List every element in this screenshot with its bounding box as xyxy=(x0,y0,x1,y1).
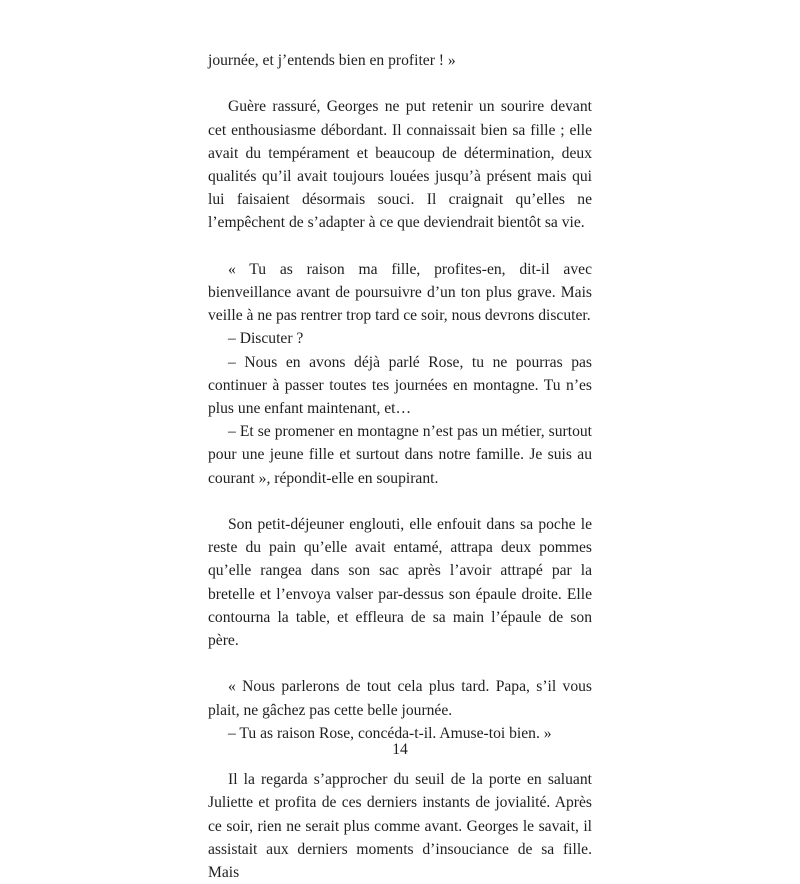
dialogue-line: – Et se promener en montagne n’est pas un métier, surtout pour une jeune fille et surtout dans notre famille. Je suis au courant », répondit-elle en soupirant. xyxy=(208,423,592,487)
dialogue-line: – Nous en avons déjà parlé Rose, tu ne pourras pas continuer à passer toutes tes journées en montagne. Tu n’es plus une enfant maintenant, et… xyxy=(208,353,592,418)
page-number: 14 xyxy=(392,741,408,758)
dialogue-line: – Tu as raison Rose, concéda-t-il. Amuse-toi bien. » xyxy=(228,724,552,742)
paragraph-gap xyxy=(208,490,592,513)
dialogue-line: – Discuter ? xyxy=(228,330,304,348)
paragraph: Il la regarda s’approcher du seuil de la porte en saluant Juliette et profita de ces derniers instants de jovialité. Après ce soir, rien ne serait plus comme avant. Georges le savait, il assistait aux derniers moments d’insouciance de sa fille. Mais xyxy=(208,771,592,882)
paragraph-gap xyxy=(208,235,592,258)
dialogue-line: « Tu as raison ma fille, profites-en, dit-il avec bienveillance avant de poursuivre d’un ton plus grave. Mais veille à ne pas rentrer trop tard ce soir, nous devrons discuter. xyxy=(208,260,592,325)
paragraph-gap xyxy=(208,72,592,95)
dialogue-line: « Nous parlerons de tout cela plus tard. Papa, s’il vous plait, ne gâchez pas cette belle journée. xyxy=(208,678,592,719)
paragraph: Son petit-déjeuner englouti, elle enfouit dans sa poche le reste du pain qu’elle avait entamé, attrapa deux pommes qu’elle rangea dans son sac après l’avoir attrapé par la bretelle et l’envoya valser par-dessus son épaule droite. Elle contourna la table, et effleura de sa main l’épaule de son père. xyxy=(208,516,592,650)
paragraph: Guère rassuré, Georges ne put retenir un sourire devant cet enthousiasme débordant. Il connaissait bien sa fille ; elle avait du tempérament et beaucoup de détermination, deux qualités qu’il avait toujours louées jusqu’à présent mais qui lui faisaient désormais souci. Il craignait qu’elles ne l’empêchent de s’adapter à ce que deviendrait bientôt sa vie. xyxy=(208,98,592,232)
paragraph: journée, et j’entends bien en profiter ! » xyxy=(208,52,456,69)
paragraph-gap xyxy=(208,652,592,675)
